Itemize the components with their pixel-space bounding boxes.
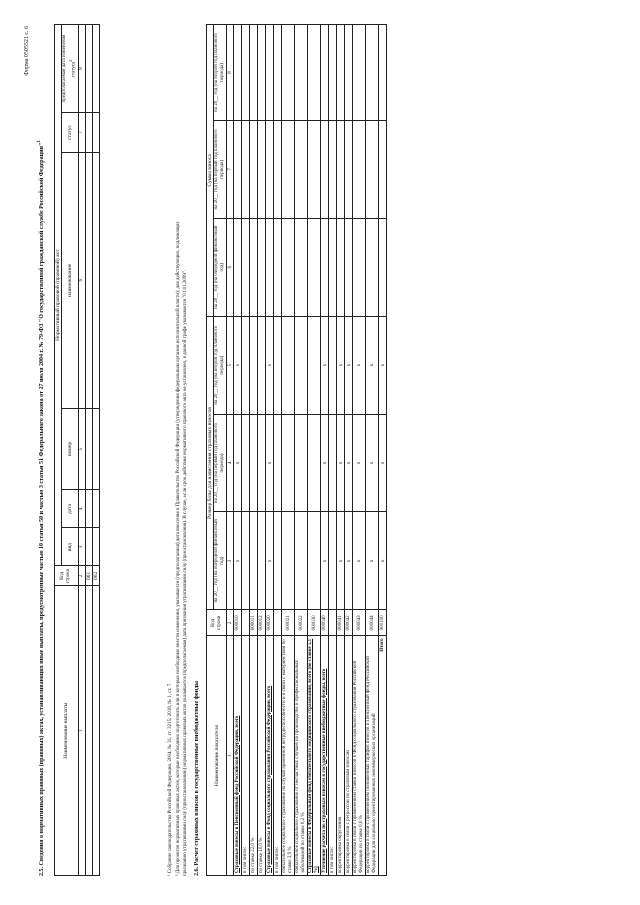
row-code: 002: [92, 566, 99, 586]
sum-cell: [258, 25, 266, 121]
sum-cell: [308, 120, 321, 218]
col-number: 6: [78, 152, 85, 408]
sum-cell: [295, 218, 308, 316]
col-number: 6: [227, 218, 234, 316]
base-cell: [258, 316, 266, 414]
col-number: 1: [78, 586, 85, 876]
col-number: 3: [227, 512, 234, 610]
base-cell: x: [321, 512, 329, 610]
col-number: 2: [227, 610, 234, 636]
base-cell: x: [366, 512, 379, 610]
base-cell: x: [353, 512, 366, 610]
base-cell: x: [345, 414, 353, 512]
col-header-sum-current: на 20__ год (на очередной финансовый год): [214, 218, 227, 316]
sum-cell: [282, 120, 295, 218]
row-code: 000010: [234, 610, 242, 636]
sum-cell: [379, 218, 387, 316]
sum-cell: [353, 25, 366, 121]
row-code: [329, 610, 337, 636]
base-cell: x: [345, 316, 353, 414]
table-cell: [92, 586, 99, 876]
base-cell: [295, 316, 308, 414]
rotated-form: [20, 20, 620, 880]
col-number: 2: [78, 566, 85, 586]
row-label: обязательное социальное страхование на случай временной нетрудоспособности и в связи с материнством по ставке 2,9 %: [282, 636, 295, 876]
row-label: корректировка округления: [337, 636, 345, 876]
sum-cell: [250, 218, 258, 316]
sum-cell: [329, 218, 337, 316]
sum-cell: [308, 25, 321, 121]
sum-cell: [295, 25, 308, 121]
table-cell: [85, 408, 92, 490]
row-label: по ставке 22,0 %: [250, 636, 258, 876]
row-label: обязательное социальное страхование от несчастных случаев на производстве и профессиональных заболеваний по ставке 0,2 %: [295, 636, 308, 876]
table-cell: [85, 528, 92, 566]
sum-cell: [234, 25, 242, 121]
base-cell: x: [379, 512, 387, 610]
sum-cell: [234, 120, 242, 218]
sum-cell: [321, 25, 329, 121]
base-cell: x: [353, 414, 366, 512]
col-number: 7: [78, 112, 85, 152]
base-cell: x: [337, 414, 345, 512]
row-code: 000040: [321, 610, 329, 636]
sum-cell: [274, 25, 282, 121]
base-cell: [295, 414, 308, 512]
col-header-sum: Сумма взноса: [207, 25, 214, 317]
col-header-code: Код строки: [207, 610, 227, 636]
base-cell: x: [321, 316, 329, 414]
base-cell: [250, 512, 258, 610]
base-cell: x: [379, 414, 387, 512]
sum-cell: [242, 120, 250, 218]
sum-cell: [337, 25, 345, 121]
row-code: 000011: [250, 610, 258, 636]
col-number: 7: [227, 120, 234, 218]
row-label: по ставке 10,0 %: [258, 636, 266, 876]
col-header-name: Наименование выплаты: [55, 586, 79, 876]
col-header-sum-y1: на 20__ год (на первый год планового периода): [214, 120, 227, 218]
table-cell: [92, 490, 99, 528]
col-header-base-y1: на 20__ год (на первый год планового периода): [214, 414, 227, 512]
section-2-5-title: 2.5. Сведения о нормативных правовых (правовых) актах, устанавливающих иные выплаты, предусмотренные частью 10 статьи 50 и частью 3 статьи 51 Федерального закона от 27 июля 2004 г. № 79-ФЗ "О государственной гражданской службе Российской Федерации"$^1$: [37, 140, 45, 876]
row-code: 900100: [379, 610, 387, 636]
table-cell: [85, 112, 92, 152]
sum-cell: [379, 25, 387, 121]
base-cell: x: [266, 512, 274, 610]
table-row: [274, 25, 282, 876]
sum-cell: [337, 218, 345, 316]
row-label: корректировка в связи с применением пониженных тарифов взносов в Пенсионный фонд Российской Федерации для социально ориентированных некоммерческих организаций: [366, 636, 379, 876]
base-cell: [258, 512, 266, 610]
base-cell: [242, 316, 250, 414]
table-2-6: [206, 24, 387, 876]
col-number: 4: [78, 490, 85, 528]
row-code: 000012: [258, 610, 266, 636]
table-cell: [85, 586, 92, 876]
form-id: Форма 0505521 с. 6: [24, 26, 30, 76]
col-number: 3: [78, 528, 85, 566]
col-header-base-current: на 20__ год (на очередной финансовый год): [214, 512, 227, 610]
table-cell: [92, 528, 99, 566]
sum-cell: [366, 218, 379, 316]
table-row: [337, 25, 345, 876]
table-row: [234, 25, 242, 876]
sum-cell: [282, 25, 295, 121]
table-row: [321, 25, 329, 876]
base-cell: [295, 512, 308, 610]
sum-cell: [266, 218, 274, 316]
col-header-status-date: предполагаемая дата изменения статуса$^2$: [62, 25, 79, 113]
table-2-5: [54, 24, 100, 876]
base-cell: x: [337, 512, 345, 610]
base-cell: x: [266, 316, 274, 414]
row-label: Уточнение расчета по страховым взносам в государственные внебюджетные фонды, всего: [321, 636, 329, 876]
table-row: [329, 25, 337, 876]
table-row: [295, 25, 308, 876]
base-cell: [282, 316, 295, 414]
sum-cell: [345, 218, 353, 316]
sum-cell: [258, 218, 266, 316]
col-header-name: Наименование показателя: [207, 636, 227, 876]
row-code: 000041: [337, 610, 345, 636]
sum-cell: [353, 120, 366, 218]
base-cell: x: [366, 316, 379, 414]
base-cell: [274, 414, 282, 512]
base-cell: [250, 316, 258, 414]
sum-cell: [353, 218, 366, 316]
sum-cell: [329, 25, 337, 121]
col-number: 8: [227, 25, 234, 121]
col-header-status: статус: [62, 112, 79, 152]
row-label: корректировка в связи с регрессом по страховым взносам: [345, 636, 353, 876]
base-cell: [250, 414, 258, 512]
total-label: Итого: [379, 636, 387, 876]
row-label: в том числе:: [242, 636, 250, 876]
col-number: 5: [78, 408, 85, 490]
table-row: [258, 25, 266, 876]
base-cell: x: [234, 512, 242, 610]
row-code: 000043: [353, 610, 366, 636]
table-cell: [92, 408, 99, 490]
table-row: [353, 25, 366, 876]
row-label: корректировка в связи с применением ставки взносов в Фонд социального страхования Российской Федерации по ставке 0,0 %: [353, 636, 366, 876]
sum-cell: [295, 120, 308, 218]
table-row: [379, 25, 387, 876]
sum-cell: [242, 25, 250, 121]
table-row: [308, 25, 321, 876]
base-cell: x: [234, 414, 242, 512]
row-code: 000030: [308, 610, 321, 636]
row-label: в том числе:: [274, 636, 282, 876]
base-cell: [282, 512, 295, 610]
base-cell: [329, 512, 337, 610]
col-header-sum-y2: на 20__ год (на второй год планового периода): [214, 25, 227, 121]
row-label: Страховые взносы в Пенсионный фонд Российской Федерации, всего: [234, 636, 242, 876]
table-cell: [92, 152, 99, 408]
base-cell: x: [321, 414, 329, 512]
col-number: 1: [227, 636, 234, 876]
base-cell: [282, 414, 295, 512]
base-cell: x: [337, 316, 345, 414]
col-number: 8: [78, 25, 85, 113]
row-code: 000044: [366, 610, 379, 636]
row-code: 000020: [266, 610, 274, 636]
table-row: [345, 25, 353, 876]
sum-cell: [282, 218, 295, 316]
sum-cell: [234, 218, 242, 316]
sum-cell: [250, 25, 258, 121]
base-cell: [329, 414, 337, 512]
table-row: [266, 25, 274, 876]
section-2-6-title: 2.6. Расчет страховых взносов в государственные внебюджетные фонды: [194, 681, 200, 876]
sum-cell: [274, 120, 282, 218]
base-cell: [329, 316, 337, 414]
table-cell: [92, 25, 99, 113]
col-header-type: вид: [62, 528, 79, 566]
base-cell: [274, 316, 282, 414]
col-header-number: номер: [62, 408, 79, 490]
base-cell: [258, 414, 266, 512]
base-cell: [308, 414, 321, 512]
table-row: [282, 25, 295, 876]
sum-cell: [337, 120, 345, 218]
col-number: 4: [227, 414, 234, 512]
col-header-base-y2: на 20__ год (на второй год планового периода): [214, 316, 227, 414]
table-cell: [85, 152, 92, 408]
sum-cell: [366, 120, 379, 218]
sum-cell: [345, 120, 353, 218]
table-cell: [92, 112, 99, 152]
sum-cell: [308, 218, 321, 316]
row-label: в том числе:: [329, 636, 337, 876]
base-cell: [308, 316, 321, 414]
base-cell: [274, 512, 282, 610]
row-code: [274, 610, 282, 636]
base-cell: [242, 414, 250, 512]
base-cell: [242, 512, 250, 610]
footnote-1: ¹ Собрание законодательства Российской Федерации, 2004, № 31, ст. 3215; 2018, № 1, ст. 7.: [168, 682, 173, 876]
sum-cell: [242, 218, 250, 316]
table-cell: [85, 490, 92, 528]
sum-cell: [366, 25, 379, 121]
sum-cell: [250, 120, 258, 218]
row-code: 000021: [282, 610, 295, 636]
row-code: 000022: [295, 610, 308, 636]
sum-cell: [321, 120, 329, 218]
table-row: [242, 25, 250, 876]
table-row: [250, 25, 258, 876]
row-label: Страховые взносы в Фонд социального страхования Российской Федерации, всего: [266, 636, 274, 876]
base-cell: [308, 512, 321, 610]
col-header-act-name: наименование: [62, 152, 79, 408]
base-cell: x: [366, 414, 379, 512]
sum-cell: [266, 120, 274, 218]
base-cell: x: [353, 316, 366, 414]
table-row: [366, 25, 379, 876]
base-cell: x: [234, 316, 242, 414]
sum-cell: [379, 120, 387, 218]
footnote-2-continued: признанию утратившими силу (приостановлению) нормативных правовых актов указывается (предполагаемая) дата признания утратившими силу (приостановления). В случае, если срок действия нормативного правового акта не установлен, в данной графе указывается "01.01.2099".: [183, 269, 188, 876]
base-cell: x: [379, 316, 387, 414]
row-code: [242, 610, 250, 636]
sum-cell: [329, 120, 337, 218]
sum-cell: [345, 25, 353, 121]
sum-cell: [266, 25, 274, 121]
col-header-date: дата: [62, 490, 79, 528]
row-code: 001: [85, 566, 92, 586]
footnote-2: ² Для проектов нормативных правовых актов, которые необходимо подготовить или в которые необходимо внести изменения, указывается (предполагаемая) дата внесения в Правительство Российской Федерации (утверждения федеральным органом исполнительной власти); для действующих, подлежащих: [176, 221, 181, 876]
row-code: 000042: [345, 610, 353, 636]
table-cell: [85, 25, 92, 113]
sum-cell: [258, 120, 266, 218]
base-cell: x: [345, 512, 353, 610]
row-label: Страховые взносы в Федеральный фонд обязательного медицинского страхования, всего (по ставке 5,1 %): [308, 636, 321, 876]
sum-cell: [321, 218, 329, 316]
col-header-base: Размер базы для начисления страховых взносов: [207, 316, 214, 610]
sum-cell: [274, 218, 282, 316]
base-cell: x: [266, 414, 274, 512]
col-number: 5: [227, 316, 234, 414]
col-header-act: Нормативный правовой (правовой) акт: [55, 25, 62, 566]
col-header-code: Код строки: [55, 566, 79, 586]
